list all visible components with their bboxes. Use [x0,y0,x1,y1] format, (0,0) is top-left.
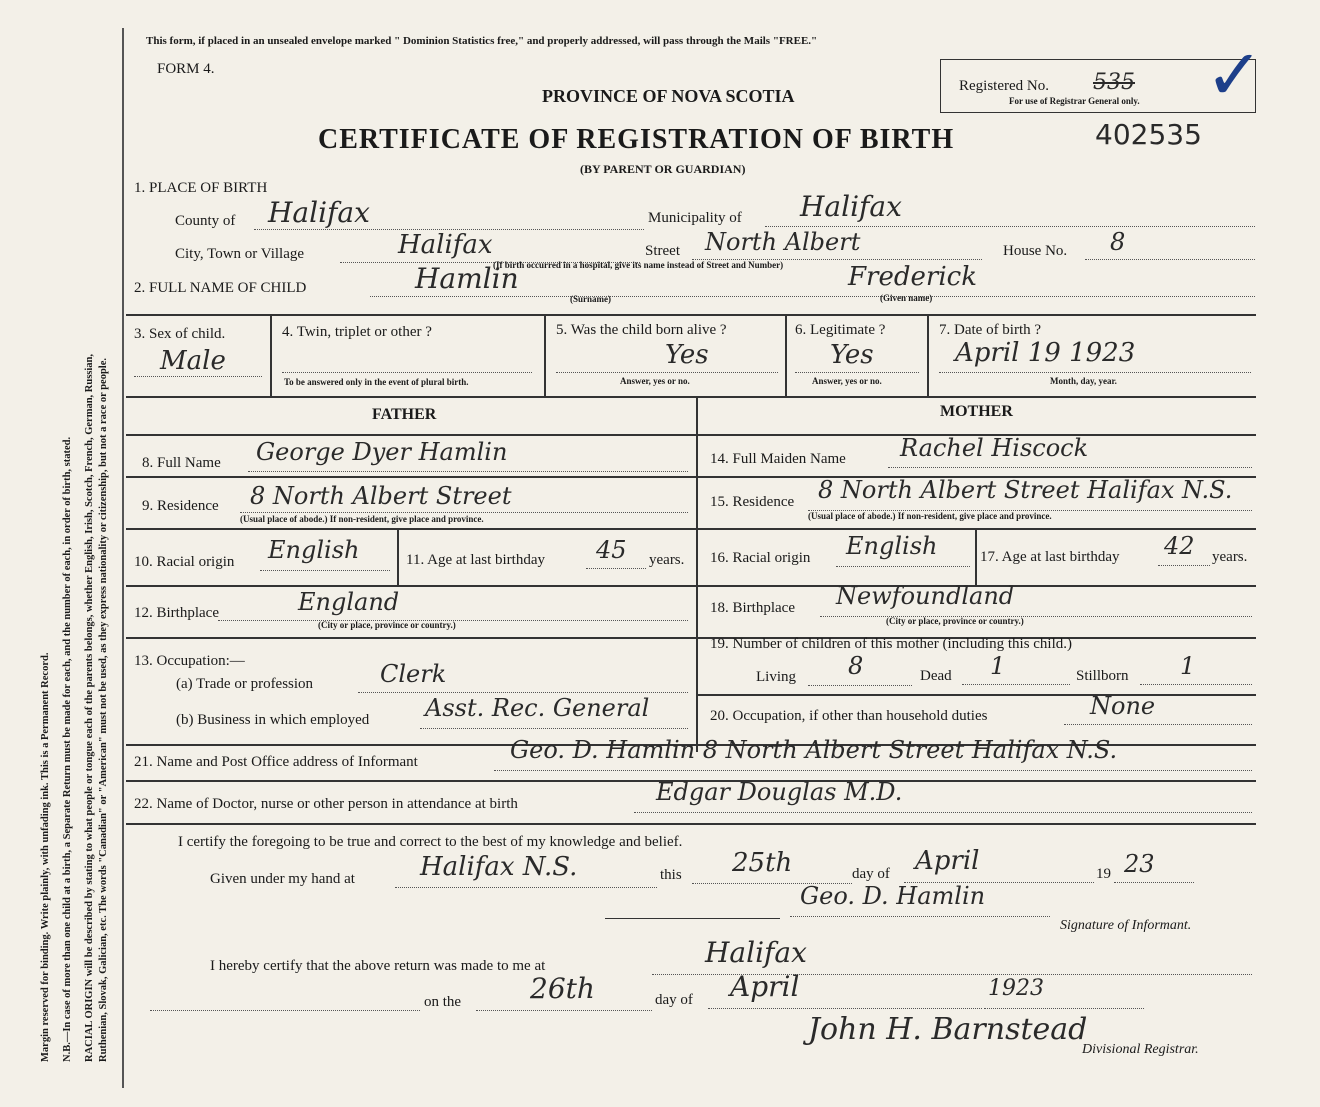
father-birthplace-label: 12. Birthplace [134,605,219,621]
registrar-statement: I hereby certify that the above return was made to me at [210,958,546,974]
mother-birthplace-note: (City or place, province or country.) [886,616,1024,626]
father-trade: Clerk [380,660,447,688]
father-occupation-label: 13. Occupation:— [134,653,245,669]
informant-signature: Geo. D. Hamlin [800,882,986,910]
twin-note: To be answered only in the event of plural birth. [284,377,469,387]
certify-day-of-label: day of [852,866,890,882]
certify-statement: I certify the foregoing to be true and correct to the best of my knowledge and belief. [178,834,683,850]
province-title: PROVINCE OF NOVA SCOTIA [542,86,795,106]
county-value: Halifax [268,196,370,229]
mother-residence: 8 North Albert Street Halifax N.S. [818,476,1233,504]
place-of-birth-label: 1. PLACE OF BIRTH [134,180,268,196]
legitimate-note: Answer, yes or no. [812,376,882,386]
check-mark: ✓ [1205,34,1264,116]
mother-children-label: 19. Number of children of this mother (including this child.) [710,636,1073,652]
legitimate-value: Yes [830,340,874,370]
alive-note: Answer, yes or no. [620,376,690,386]
street-label: Street [645,243,680,259]
margin-note-binding: Margin reserved for binding. Write plainly, with unfading ink. This is a Permanent Record. [40,652,51,1062]
father-age-label: 11. Age at last birthday [406,552,545,568]
mother-name-label: 14. Full Maiden Name [710,451,846,467]
registrar-note: For use of Registrar General only. [1009,96,1140,106]
doctor-label: 22. Name of Doctor, nurse or other person in attendance at birth [134,796,518,812]
father-business-label: (b) Business in which employed [176,712,370,728]
stillborn-value: 1 [1180,652,1196,680]
margin-note-racial-origin-cont: Ruthenian, Slovak, Galician, etc. The words "Canadian" or "American" must not be used, as they express nationality or citizenship, but not a race or people. [98,357,109,1062]
father-birthplace-note: (City or place, province or country.) [318,620,456,630]
certificate-subtitle: (BY PARENT OR GUARDIAN) [580,162,746,176]
father-residence: 8 North Albert Street [250,482,512,510]
registrar-day: 26th [530,972,595,1005]
mother-name: Rachel Hiscock [900,434,1089,462]
father-birthplace: England [298,588,400,616]
alive-value: Yes [665,340,709,370]
registrar-place: Halifax [705,936,807,969]
legitimate-label: 6. Legitimate ? [795,322,886,338]
informant-signature-caption: Signature of Informant. [1060,918,1192,933]
informant-label: 21. Name and Post Office address of Informant [134,754,418,770]
father-business: Asst. Rec. General [425,694,650,722]
sex-label: 3. Sex of child. [134,326,226,342]
house-value: 8 [1110,228,1126,256]
city-label: City, Town or Village [175,246,305,262]
dob-label: 7. Date of birth ? [939,322,1042,338]
registrar-month: April [730,970,800,1003]
this-label: this [660,867,682,883]
given-under-label: Given under my hand at [210,871,355,887]
child-name-label: 2. FULL NAME OF CHILD [134,280,307,296]
margin-note-multiple-births: N.B.—In case of more than one child at a birth, a Separate Return must be made for each, and the number of each, in order of birth, stated. [62,436,73,1062]
father-trade-label: (a) Trade or profession [176,676,314,692]
margin-note-racial-origin: RACIAL ORIGIN will be described by stating to what people or tongue each of the parents belongs, whether English, Irish, Scotch, French, German, Russian, [84,353,95,1062]
given-place: Halifax N.S. [420,852,578,882]
living-value: 8 [848,652,864,680]
municipality-value: Halifax [800,190,902,223]
father-years: years. [649,552,685,568]
certificate-number: 402535 [1095,118,1202,151]
father-name: George Dyer Hamlin [256,438,508,466]
mother-heading: MOTHER [940,403,1013,420]
dob-note: Month, day, year. [1050,376,1117,386]
registrar-year: 1923 [988,976,1044,1001]
city-value: Halifax [398,230,493,260]
municipality-label: Municipality of [648,210,742,226]
child-given-name: Frederick [848,262,977,292]
postal-notice: This form, if placed in an unsealed envelope marked " Dominion Statistics free," and properly addressed, will pass through the Mails "FREE." [146,35,818,47]
informant-value: Geo. D. Hamlin 8 North Albert Street Halifax N.S. [510,736,1118,764]
mother-birthplace: Newfoundland [836,582,1015,610]
form-number: FORM 4. [157,61,215,77]
sex-value: Male [160,346,226,376]
mother-occupation-label: 20. Occupation, if other than household duties [710,708,988,724]
street-value: North Albert [705,228,861,256]
child-surname: Hamlin [415,262,519,295]
certificate-title: CERTIFICATE OF REGISTRATION OF BIRTH [318,124,955,155]
father-residence-label: 9. Residence [142,498,219,514]
certify-year-prefix: 19 [1096,866,1111,882]
father-racial: English [268,536,360,564]
registered-label: Registered No. [959,78,1049,94]
mother-birthplace-label: 18. Birthplace [710,600,795,616]
father-racial-label: 10. Racial origin [134,554,235,570]
surname-note: (Surname) [570,294,611,304]
father-name-label: 8. Full Name [142,455,221,471]
certify-year: 23 [1124,850,1155,878]
doctor-value: Edgar Douglas M.D. [656,778,903,806]
certify-month: April [915,846,980,876]
mother-age-label: 17. Age at last birthday [980,549,1120,565]
mother-occupation: None [1090,692,1156,720]
registrar-day-of-label: day of [655,992,693,1008]
dead-label: Dead [920,668,952,684]
county-label: County of [175,213,236,229]
father-residence-note: (Usual place of abode.) If non-resident, give place and province. [240,514,484,524]
mother-years: years. [1212,549,1248,565]
registrar-caption: Divisional Registrar. [1082,1042,1199,1057]
registered-value: 535 [1093,70,1135,95]
house-label: House No. [1003,243,1068,259]
certify-day: 25th [732,848,793,878]
on-the-label: on the [424,994,462,1010]
living-label: Living [756,669,796,685]
father-heading: FATHER [372,406,437,423]
mother-residence-note: (Usual place of abode.) If non-resident, give place and province. [808,511,1052,521]
mother-age: 42 [1164,532,1195,560]
father-age: 45 [596,536,627,564]
hospital-note: (If birth occurred in a hospital, give its name instead of Street and Number) [493,260,784,270]
alive-label: 5. Was the child born alive ? [556,322,727,338]
mother-racial: English [846,532,938,560]
binding-border [122,28,124,1088]
mother-racial-label: 16. Racial origin [710,550,811,566]
mother-residence-label: 15. Residence [710,494,795,510]
registrar-signature: John H. Barnstead [808,1012,1088,1047]
dob-value: April 19 1923 [955,338,1136,368]
twin-label: 4. Twin, triplet or other ? [282,324,432,340]
stillborn-label: Stillborn [1076,668,1129,684]
given-note: (Given name) [880,293,933,303]
dead-value: 1 [990,652,1006,680]
